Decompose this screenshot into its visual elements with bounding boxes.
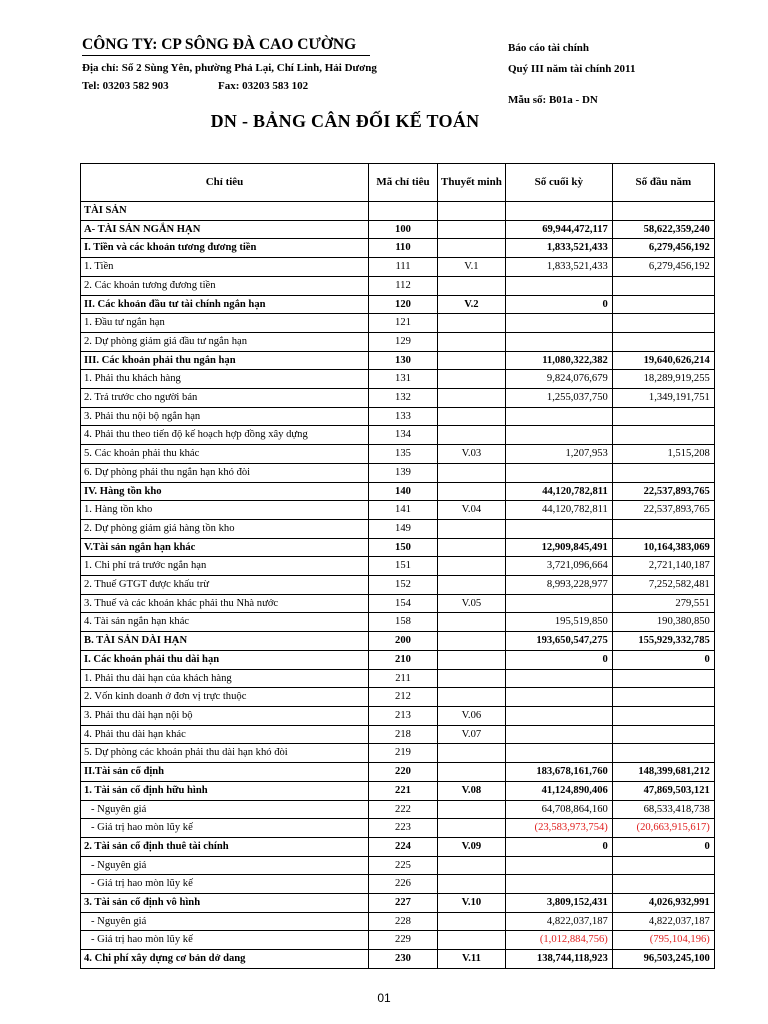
row-note bbox=[438, 819, 506, 838]
row-start-balance bbox=[612, 875, 714, 894]
report-type: Báo cáo tài chính bbox=[508, 42, 589, 54]
row-end-balance: 69,944,472,117 bbox=[505, 220, 612, 239]
row-item-name: 2. Tài sản cố định thuê tài chính bbox=[81, 837, 369, 856]
row-item-name: II.Tài sản cố định bbox=[81, 763, 369, 782]
row-note: V.06 bbox=[438, 706, 506, 725]
table-row bbox=[81, 463, 715, 482]
row-item-name: I. Tiền và các khoản tương đương tiền bbox=[81, 239, 369, 258]
row-note: V.05 bbox=[438, 594, 506, 613]
table-row bbox=[81, 950, 715, 969]
table-row bbox=[81, 576, 715, 595]
row-item-name: - Giá trị hao mòn lũy kế bbox=[81, 819, 369, 838]
row-start-balance: 148,399,681,212 bbox=[612, 763, 714, 782]
table-row bbox=[81, 501, 715, 520]
row-end-balance: 8,993,228,977 bbox=[505, 576, 612, 595]
row-end-balance: 0 bbox=[505, 650, 612, 669]
table-row bbox=[81, 239, 715, 258]
row-end-balance bbox=[505, 725, 612, 744]
row-end-balance: 1,833,521,433 bbox=[505, 239, 612, 258]
row-item-name: 1. Đầu tư ngắn hạn bbox=[81, 314, 369, 333]
row-end-balance: 138,744,118,923 bbox=[505, 950, 612, 969]
row-end-balance: 12,909,845,491 bbox=[505, 538, 612, 557]
row-note bbox=[438, 632, 506, 651]
row-start-balance: 96,503,245,100 bbox=[612, 950, 714, 969]
header-end-balance: Số cuối kỳ bbox=[505, 164, 612, 202]
row-item-name: 2. Dự phòng giảm giá đầu tư ngắn hạn bbox=[81, 332, 369, 351]
table-row bbox=[81, 258, 715, 277]
row-item-name: 3. Phải thu dài hạn nội bộ bbox=[81, 706, 369, 725]
row-note: V.04 bbox=[438, 501, 506, 520]
row-start-balance bbox=[612, 463, 714, 482]
row-start-balance: 10,164,383,069 bbox=[612, 538, 714, 557]
row-note: V.2 bbox=[438, 295, 506, 314]
row-note bbox=[438, 931, 506, 950]
header-start-balance: Số đầu năm bbox=[612, 164, 714, 202]
row-code: 139 bbox=[369, 463, 438, 482]
row-item-name: V.Tài sản ngắn hạn khác bbox=[81, 538, 369, 557]
document-title: DN - BẢNG CÂN ĐỐI KẾ TOÁN bbox=[210, 111, 480, 131]
row-code: 141 bbox=[369, 501, 438, 520]
row-end-balance: 11,080,322,382 bbox=[505, 351, 612, 370]
table-row bbox=[81, 202, 715, 221]
row-note: V.07 bbox=[438, 725, 506, 744]
row-end-balance bbox=[505, 519, 612, 538]
row-note bbox=[438, 763, 506, 782]
row-end-balance bbox=[505, 744, 612, 763]
row-code: 134 bbox=[369, 426, 438, 445]
row-note bbox=[438, 332, 506, 351]
row-note: V.08 bbox=[438, 781, 506, 800]
table-row bbox=[81, 837, 715, 856]
table-row bbox=[81, 519, 715, 538]
table-row bbox=[81, 295, 715, 314]
row-end-balance bbox=[505, 856, 612, 875]
row-start-balance bbox=[612, 202, 714, 221]
table-row bbox=[81, 557, 715, 576]
table-row bbox=[81, 894, 715, 913]
balance-sheet-table bbox=[80, 163, 715, 969]
company-tel: Tel: 03203 582 903 bbox=[82, 80, 169, 92]
row-code: 120 bbox=[369, 295, 438, 314]
row-end-balance bbox=[505, 276, 612, 295]
row-start-balance: 7,252,582,481 bbox=[612, 576, 714, 595]
row-note bbox=[438, 351, 506, 370]
row-start-balance bbox=[612, 669, 714, 688]
row-start-balance: 1,349,191,751 bbox=[612, 389, 714, 408]
table-row bbox=[81, 744, 715, 763]
table-row bbox=[81, 669, 715, 688]
table-row bbox=[81, 800, 715, 819]
row-note bbox=[438, 426, 506, 445]
row-item-name: II. Các khoản đầu tư tài chính ngắn hạn bbox=[81, 295, 369, 314]
row-code: 100 bbox=[369, 220, 438, 239]
row-code: 226 bbox=[369, 875, 438, 894]
row-note bbox=[438, 856, 506, 875]
row-code: 152 bbox=[369, 576, 438, 595]
table-row bbox=[81, 763, 715, 782]
table-row bbox=[81, 407, 715, 426]
row-code: 135 bbox=[369, 445, 438, 464]
row-code: 219 bbox=[369, 744, 438, 763]
row-item-name: 5. Dự phòng các khoản phải thu dài hạn khó đòi bbox=[81, 744, 369, 763]
row-code: 150 bbox=[369, 538, 438, 557]
row-start-balance: 6,279,456,192 bbox=[612, 239, 714, 258]
row-item-name: 2. Trả trước cho người bán bbox=[81, 389, 369, 408]
row-code: 210 bbox=[369, 650, 438, 669]
row-note bbox=[438, 239, 506, 258]
table-row bbox=[81, 650, 715, 669]
table-row bbox=[81, 594, 715, 613]
form-number: Mẫu số: B01a - DN bbox=[508, 94, 598, 106]
row-code: 154 bbox=[369, 594, 438, 613]
table-row bbox=[81, 445, 715, 464]
row-start-balance: 68,533,418,738 bbox=[612, 800, 714, 819]
row-start-balance bbox=[612, 519, 714, 538]
row-item-name: - Nguyên giá bbox=[81, 912, 369, 931]
table-row bbox=[81, 314, 715, 333]
row-end-balance: 0 bbox=[505, 837, 612, 856]
row-note bbox=[438, 744, 506, 763]
table-row bbox=[81, 912, 715, 931]
row-end-balance bbox=[505, 407, 612, 426]
row-code: 131 bbox=[369, 370, 438, 389]
row-item-name: 2. Thuế GTGT được khấu trừ bbox=[81, 576, 369, 595]
row-note bbox=[438, 875, 506, 894]
row-start-balance bbox=[612, 426, 714, 445]
row-note bbox=[438, 407, 506, 426]
row-item-name: 1. Phải thu dài hạn của khách hàng bbox=[81, 669, 369, 688]
row-end-balance bbox=[505, 875, 612, 894]
row-item-name: I. Các khoản phải thu dài hạn bbox=[81, 650, 369, 669]
row-code: 221 bbox=[369, 781, 438, 800]
row-end-balance: 44,120,782,811 bbox=[505, 501, 612, 520]
row-end-balance bbox=[505, 426, 612, 445]
table-row bbox=[81, 276, 715, 295]
row-code: 200 bbox=[369, 632, 438, 651]
row-end-balance: 4,822,037,187 bbox=[505, 912, 612, 931]
row-start-balance: 279,551 bbox=[612, 594, 714, 613]
row-start-balance bbox=[612, 295, 714, 314]
table-row bbox=[81, 220, 715, 239]
row-item-name: B. TÀI SẢN DÀI HẠN bbox=[81, 632, 369, 651]
company-name: CÔNG TY: CP SÔNG ĐÀ CAO CƯỜNG bbox=[82, 35, 370, 56]
row-end-balance: 44,120,782,811 bbox=[505, 482, 612, 501]
row-item-name: 1. Phải thu khách hàng bbox=[81, 370, 369, 389]
row-start-balance bbox=[612, 744, 714, 763]
row-item-name: 1. Tiền bbox=[81, 258, 369, 277]
row-end-balance bbox=[505, 706, 612, 725]
row-start-balance: 4,822,037,187 bbox=[612, 912, 714, 931]
row-code: 133 bbox=[369, 407, 438, 426]
row-start-balance bbox=[612, 332, 714, 351]
row-code: 112 bbox=[369, 276, 438, 295]
row-code: 130 bbox=[369, 351, 438, 370]
row-note bbox=[438, 613, 506, 632]
row-end-balance bbox=[505, 594, 612, 613]
table-row bbox=[81, 931, 715, 950]
row-start-balance: (20,663,915,617) bbox=[612, 819, 714, 838]
row-note bbox=[438, 669, 506, 688]
row-note bbox=[438, 557, 506, 576]
table-row bbox=[81, 351, 715, 370]
row-code: 227 bbox=[369, 894, 438, 913]
row-end-balance: 3,721,096,664 bbox=[505, 557, 612, 576]
header-note: Thuyết minh bbox=[438, 164, 506, 202]
row-item-name: 4. Phải thu dài hạn khác bbox=[81, 725, 369, 744]
report-period: Quý III năm tài chính 2011 bbox=[508, 63, 636, 75]
row-note bbox=[438, 800, 506, 819]
row-start-balance: 19,640,626,214 bbox=[612, 351, 714, 370]
row-item-name: - Nguyên giá bbox=[81, 800, 369, 819]
row-start-balance bbox=[612, 856, 714, 875]
row-end-balance bbox=[505, 669, 612, 688]
table-row bbox=[81, 781, 715, 800]
company-fax: Fax: 03203 583 102 bbox=[218, 80, 309, 92]
row-start-balance bbox=[612, 725, 714, 744]
row-note bbox=[438, 538, 506, 557]
row-item-name: TÀI SẢN bbox=[81, 202, 369, 221]
table-row bbox=[81, 725, 715, 744]
row-end-balance: 64,708,864,160 bbox=[505, 800, 612, 819]
row-code: 229 bbox=[369, 931, 438, 950]
row-end-balance: (1,012,884,756) bbox=[505, 931, 612, 950]
table-row bbox=[81, 632, 715, 651]
table-row bbox=[81, 856, 715, 875]
table-row bbox=[81, 613, 715, 632]
row-note bbox=[438, 202, 506, 221]
row-item-name: 4. Phải thu theo tiến độ kế hoạch hợp đồng xây dựng bbox=[81, 426, 369, 445]
row-code: 140 bbox=[369, 482, 438, 501]
row-note: V.09 bbox=[438, 837, 506, 856]
row-item-name: - Nguyên giá bbox=[81, 856, 369, 875]
row-note bbox=[438, 912, 506, 931]
table-row bbox=[81, 819, 715, 838]
row-note bbox=[438, 519, 506, 538]
row-end-balance: 41,124,890,406 bbox=[505, 781, 612, 800]
row-note bbox=[438, 482, 506, 501]
row-end-balance: 1,207,953 bbox=[505, 445, 612, 464]
row-code: 129 bbox=[369, 332, 438, 351]
row-item-name: 5. Các khoản phải thu khác bbox=[81, 445, 369, 464]
row-note bbox=[438, 688, 506, 707]
page-number: 01 bbox=[377, 991, 391, 1005]
row-note: V.1 bbox=[438, 258, 506, 277]
row-item-name: 6. Dự phòng phải thu ngắn hạn khó đòi bbox=[81, 463, 369, 482]
row-end-balance bbox=[505, 314, 612, 333]
row-start-balance: 2,721,140,187 bbox=[612, 557, 714, 576]
row-note bbox=[438, 370, 506, 389]
row-note: V.11 bbox=[438, 950, 506, 969]
row-end-balance: 1,255,037,750 bbox=[505, 389, 612, 408]
row-start-balance: 0 bbox=[612, 837, 714, 856]
row-item-name: A- TÀI SẢN NGẮN HẠN bbox=[81, 220, 369, 239]
row-item-name: 2. Dự phòng giảm giá hàng tồn kho bbox=[81, 519, 369, 538]
row-code: 223 bbox=[369, 819, 438, 838]
row-item-name: 1. Hàng tồn kho bbox=[81, 501, 369, 520]
row-start-balance: 190,380,850 bbox=[612, 613, 714, 632]
row-end-balance: 183,678,161,760 bbox=[505, 763, 612, 782]
row-start-balance: 4,026,932,991 bbox=[612, 894, 714, 913]
row-start-balance: (795,104,196) bbox=[612, 931, 714, 950]
row-item-name: 2. Vốn kinh doanh ở đơn vị trực thuộc bbox=[81, 688, 369, 707]
row-start-balance: 6,279,456,192 bbox=[612, 258, 714, 277]
row-code: 220 bbox=[369, 763, 438, 782]
table-row bbox=[81, 389, 715, 408]
row-start-balance: 22,537,893,765 bbox=[612, 482, 714, 501]
table-header-row bbox=[81, 164, 715, 202]
row-note bbox=[438, 314, 506, 333]
row-item-name: - Giá trị hao mòn lũy kế bbox=[81, 875, 369, 894]
row-start-balance bbox=[612, 706, 714, 725]
row-code: 230 bbox=[369, 950, 438, 969]
row-item-name: - Giá trị hao mòn lũy kế bbox=[81, 931, 369, 950]
row-code: 213 bbox=[369, 706, 438, 725]
row-item-name: 2. Các khoản tương đương tiền bbox=[81, 276, 369, 295]
row-start-balance: 0 bbox=[612, 650, 714, 669]
row-item-name: 1. Tài sản cố định hữu hình bbox=[81, 781, 369, 800]
table-row bbox=[81, 706, 715, 725]
row-code: 121 bbox=[369, 314, 438, 333]
row-note bbox=[438, 276, 506, 295]
table-row bbox=[81, 538, 715, 557]
row-code: 110 bbox=[369, 239, 438, 258]
row-start-balance: 155,929,332,785 bbox=[612, 632, 714, 651]
row-code: 218 bbox=[369, 725, 438, 744]
table-row bbox=[81, 370, 715, 389]
row-note bbox=[438, 220, 506, 239]
row-start-balance: 1,515,208 bbox=[612, 445, 714, 464]
header-code: Mã chỉ tiêu bbox=[369, 164, 438, 202]
row-end-balance: 0 bbox=[505, 295, 612, 314]
row-code: 212 bbox=[369, 688, 438, 707]
company-address: Địa chỉ: Số 2 Sùng Yên, phường Phả Lại, Chí Linh, Hải Dương bbox=[82, 62, 377, 74]
row-code: 132 bbox=[369, 389, 438, 408]
row-item-name: 4. Tài sản ngắn hạn khác bbox=[81, 613, 369, 632]
row-item-name: 1. Chi phí trả trước ngắn hạn bbox=[81, 557, 369, 576]
row-end-balance: 1,833,521,433 bbox=[505, 258, 612, 277]
row-code: 224 bbox=[369, 837, 438, 856]
row-start-balance: 18,289,919,255 bbox=[612, 370, 714, 389]
row-note bbox=[438, 389, 506, 408]
row-item-name: 3. Phải thu nội bộ ngắn hạn bbox=[81, 407, 369, 426]
row-item-name: 4. Chi phí xây dựng cơ bản dở dang bbox=[81, 950, 369, 969]
row-note bbox=[438, 463, 506, 482]
row-end-balance: 9,824,076,679 bbox=[505, 370, 612, 389]
table-body bbox=[81, 202, 715, 969]
row-item-name: 3. Thuế và các khoản khác phải thu Nhà nước bbox=[81, 594, 369, 613]
row-end-balance: 3,809,152,431 bbox=[505, 894, 612, 913]
row-code: 228 bbox=[369, 912, 438, 931]
table-row bbox=[81, 875, 715, 894]
row-note bbox=[438, 650, 506, 669]
row-note bbox=[438, 576, 506, 595]
row-start-balance: 22,537,893,765 bbox=[612, 501, 714, 520]
row-start-balance: 58,622,359,240 bbox=[612, 220, 714, 239]
table-row bbox=[81, 688, 715, 707]
row-end-balance: (23,583,973,754) bbox=[505, 819, 612, 838]
row-item-name: 3. Tài sản cố định vô hình bbox=[81, 894, 369, 913]
row-start-balance bbox=[612, 688, 714, 707]
row-start-balance bbox=[612, 407, 714, 426]
row-end-balance: 193,650,547,275 bbox=[505, 632, 612, 651]
row-code: 149 bbox=[369, 519, 438, 538]
row-start-balance bbox=[612, 276, 714, 295]
row-code: 158 bbox=[369, 613, 438, 632]
row-code: 111 bbox=[369, 258, 438, 277]
row-end-balance bbox=[505, 332, 612, 351]
row-code: 211 bbox=[369, 669, 438, 688]
row-code: 151 bbox=[369, 557, 438, 576]
row-item-name: IV. Hàng tồn kho bbox=[81, 482, 369, 501]
row-end-balance bbox=[505, 202, 612, 221]
row-end-balance bbox=[505, 688, 612, 707]
row-code bbox=[369, 202, 438, 221]
row-code: 222 bbox=[369, 800, 438, 819]
row-end-balance bbox=[505, 463, 612, 482]
table-row bbox=[81, 482, 715, 501]
row-note: V.03 bbox=[438, 445, 506, 464]
row-start-balance bbox=[612, 314, 714, 333]
row-item-name: III. Các khoản phải thu ngắn hạn bbox=[81, 351, 369, 370]
row-start-balance: 47,869,503,121 bbox=[612, 781, 714, 800]
table-row bbox=[81, 332, 715, 351]
header-item: Chỉ tiêu bbox=[81, 164, 369, 202]
row-end-balance: 195,519,850 bbox=[505, 613, 612, 632]
row-code: 225 bbox=[369, 856, 438, 875]
table-row bbox=[81, 426, 715, 445]
row-note: V.10 bbox=[438, 894, 506, 913]
